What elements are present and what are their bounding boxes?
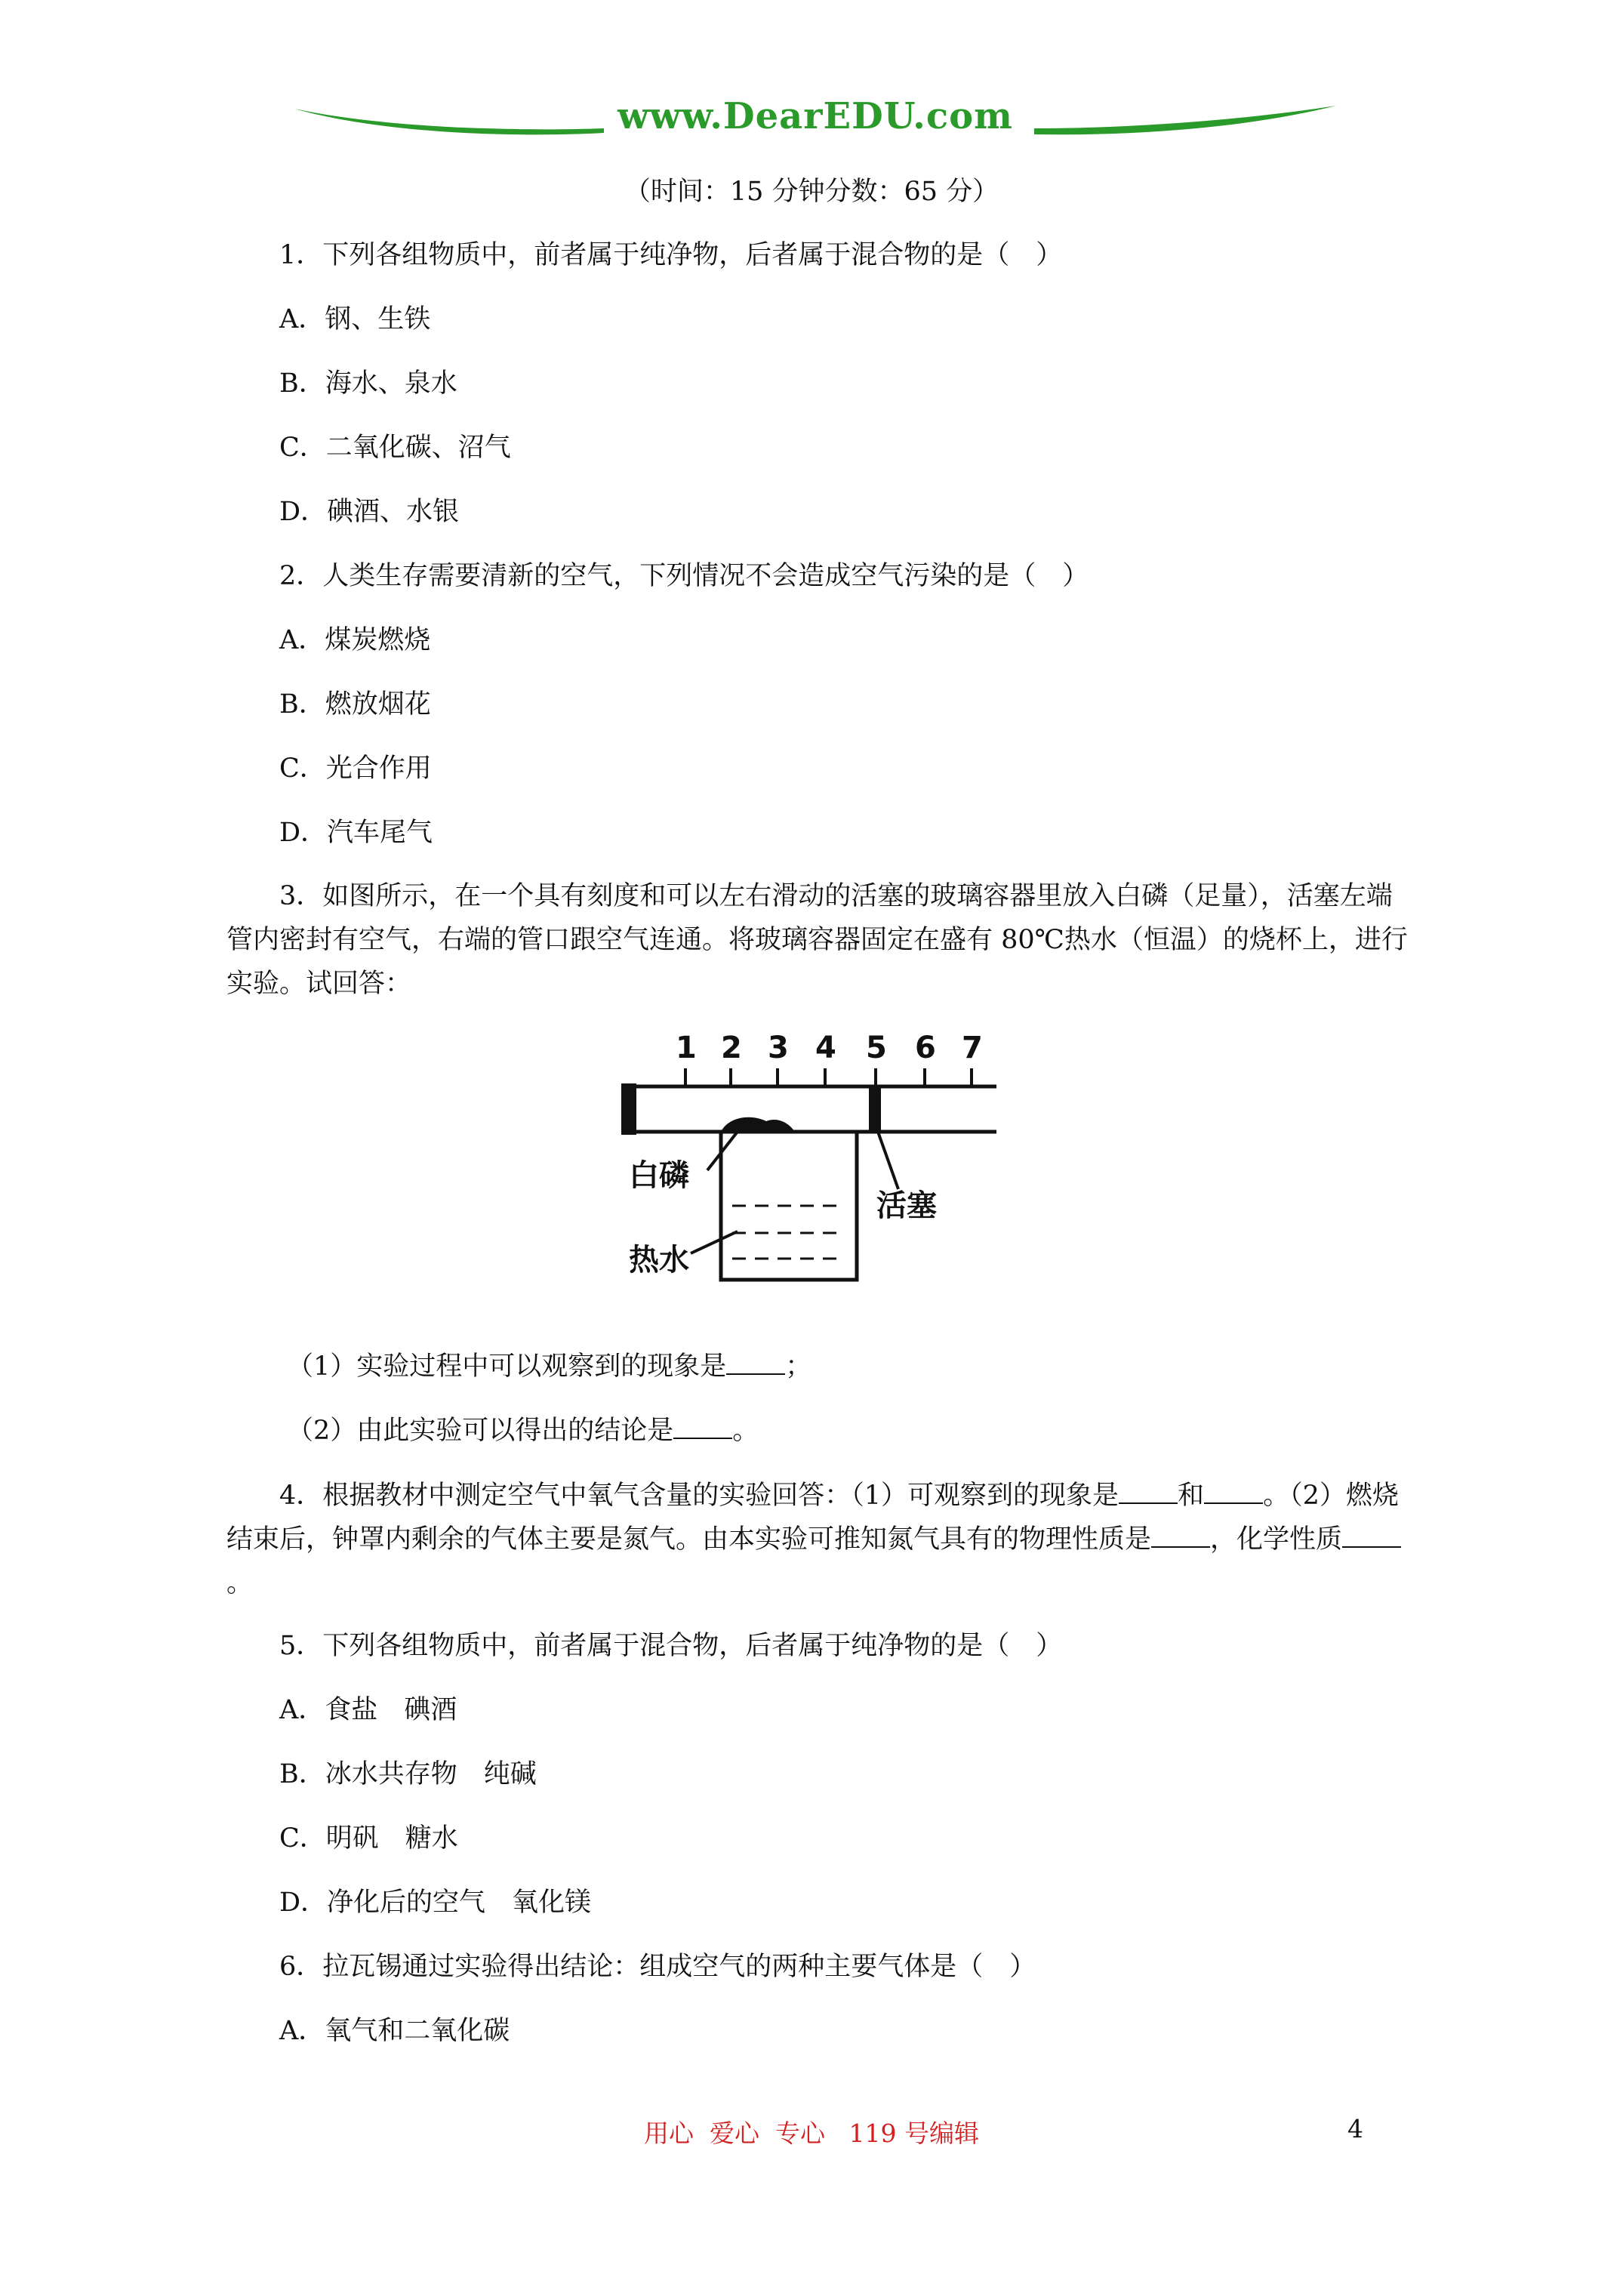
scale-label-6: 6 xyxy=(915,1031,936,1065)
q4-text-1: 4．根据教材中测定空气中氧气含量的实验回答：（1）可观察到的现象是 xyxy=(279,1481,1119,1511)
phosphorus-lump xyxy=(721,1117,795,1132)
q2-option-a: A．煤炭燃烧 xyxy=(279,625,431,655)
q2-option-c: C．光合作用 xyxy=(279,754,432,784)
site-header xyxy=(294,95,1336,143)
q3-sub2-text: （2）由此实验可以得出的结论是 xyxy=(287,1416,674,1446)
q1-stem: 1．下列各组物质中，前者属于纯净物，后者属于混合物的是（ ） xyxy=(279,240,1063,270)
experiment-figure xyxy=(608,1031,1023,1287)
time-score-line: （时间：15 分钟分数：65 分） xyxy=(624,177,999,207)
q3-subquestion-2 xyxy=(287,1414,759,1447)
q3-stem: 3．如图所示，在一个具有刻度和可以左右滑动的活塞的玻璃容器里放入白磷（足量），活塞左端管内密封有空气，右端的管口跟空气连通。将玻璃容器固定在盛有 80℃热水（恒温）的烧杯上，进行实验。试回答： xyxy=(226,881,1408,999)
q5-option-b: B．冰水共存物 纯碱 xyxy=(279,1759,537,1789)
label-piston: 活塞 xyxy=(876,1188,937,1223)
q4-text-2: 和 xyxy=(1178,1481,1205,1511)
answer-blank[interactable] xyxy=(673,1415,732,1439)
q5-option-d: D．净化后的空气 氧化镁 xyxy=(279,1888,592,1918)
q3-sub1-text: （1）实验过程中可以观察到的现象是 xyxy=(287,1351,727,1382)
q1-option-d: D．碘酒、水银 xyxy=(279,497,460,527)
scale-label-3: 3 xyxy=(768,1031,789,1065)
q1-option-c: C．二氧化碳、沼气 xyxy=(279,433,511,463)
q4-text-3: 。（2）燃烧结束后，钟罩内剩余的气体主要是氮气。由本实验可推知氮气具有的物理性质是 xyxy=(226,1481,1399,1555)
q3-sub1-punct: ； xyxy=(785,1351,812,1382)
q2-stem: 2．人类生存需要清新的空气，下列情况不会造成空气污染的是（ ） xyxy=(279,561,1089,591)
answer-blank[interactable] xyxy=(1204,1480,1263,1504)
q2-option-d: D．汽车尾气 xyxy=(279,818,433,848)
q1-option-b: B．海水、泉水 xyxy=(279,368,457,399)
scale-label-5: 5 xyxy=(866,1031,887,1065)
answer-blank[interactable] xyxy=(1119,1480,1178,1504)
q1-option-a: A．钢、生铁 xyxy=(279,304,431,334)
answer-blank[interactable] xyxy=(1342,1524,1401,1548)
q4-text-5: 。 xyxy=(226,1568,254,1598)
scale-label-7: 7 xyxy=(962,1031,983,1065)
piston-shape xyxy=(869,1086,881,1132)
q5-option-c: C．明矾 糖水 xyxy=(279,1823,458,1854)
q2-option-b: B．燃放烟花 xyxy=(279,689,431,720)
q6-option-a: A．氧气和二氧化碳 xyxy=(279,2016,510,2046)
page-footer-text: 用心 爱心 专心 119 号编辑 xyxy=(644,2119,979,2148)
label-white-phosphorus: 白磷 xyxy=(629,1158,689,1193)
scale-label-4: 4 xyxy=(815,1031,836,1065)
answer-blank[interactable] xyxy=(726,1351,785,1375)
site-logo-text[interactable]: www.DearEDU.com xyxy=(617,95,1013,137)
page-number: 4 xyxy=(1347,2114,1363,2143)
q3-sub2-punct: 。 xyxy=(732,1416,759,1446)
q4-paragraph xyxy=(226,1474,1412,1605)
scale-label-2: 2 xyxy=(721,1031,742,1065)
label-hot-water: 热水 xyxy=(629,1243,689,1277)
answer-blank[interactable] xyxy=(1151,1524,1210,1548)
scale-label-1: 1 xyxy=(676,1031,697,1065)
q5-stem: 5．下列各组物质中，前者属于混合物，后者属于纯净物的是（ ） xyxy=(279,1631,1063,1661)
q3-subquestion-1 xyxy=(287,1350,812,1383)
q6-stem: 6．拉瓦锡通过实验得出结论：组成空气的两种主要气体是（ ） xyxy=(279,1952,1036,1982)
q5-option-a: A．食盐 碘酒 xyxy=(279,1695,457,1725)
q4-text-4: ，化学性质 xyxy=(1210,1524,1343,1555)
